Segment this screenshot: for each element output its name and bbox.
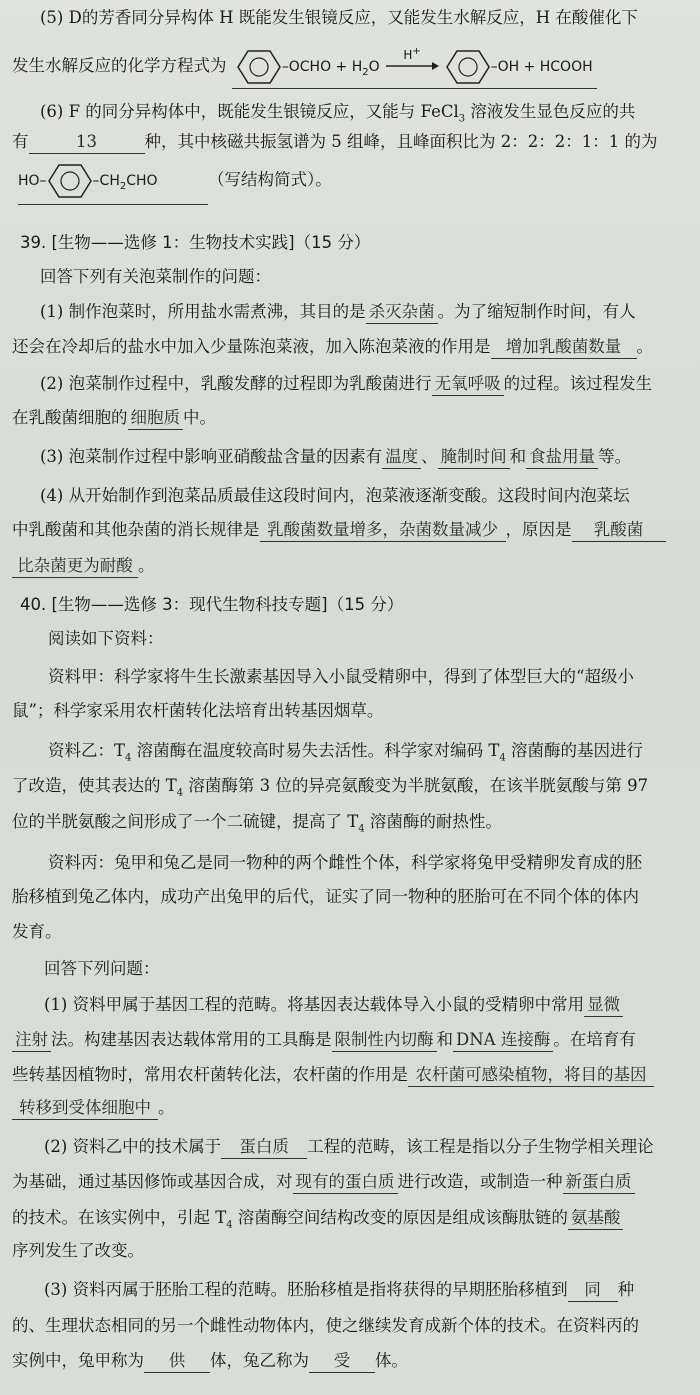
q39-p2-line2: 在乳酸菌细胞的 细胞质 中。 [0,407,700,430]
benzene-ring-icon [445,48,491,86]
q40-a1-line2: 注射 法。构建基因表达载体常用的工具酶是 限制性内切酶 和 DNA 连接酶 。在培育有 [0,1029,700,1052]
answer-isomer-count: 13 [29,131,145,154]
answer-reason-part2: 比杂菌更为耐酸 [12,555,138,578]
answer-method-part1: 显微 [584,994,623,1017]
material-jia-line2: 鼠”；科学家采用农杆菌转化法培育出转基因烟草。 [12,701,384,720]
answer-agrobacterium-role-part2: 转移到受体细胞中 [12,1097,158,1120]
answer-structure-formula: HO– $-CH_2CHO$ [18,162,208,205]
q40-a2-line2: 为基础，通过基因修饰或基因合成，对 现有的蛋白质 进行改造，或制造一种 新蛋白质 [0,1171,700,1194]
answer-factor-time: 腌制时间 [438,446,510,469]
q38-p5-line2: 发生水解反应的化学方程式为 –OCHO + $H_2O$ H+ –OH + HCOOH [0,48,700,89]
q39-p4-line1: (4) 从开始制作到泡菜品质最佳这段时间内，泡菜液逐渐变酸。这段时间内泡菜坛 [40,486,630,505]
answer-agrobacterium-role-part1: 农杆菌可感染植物，将目的基因 [408,1064,654,1087]
q40-answer-intro: 回答下列问题： [44,959,160,978]
answer-factor-temperature: 温度 [382,446,421,469]
q38-p5-line1: (5) D的芳香同分异构体 H 既能发生银镜反应，又能发生水解反应，H 在酸催化下 [40,8,638,27]
q40-a3-line2: 的、生理状态相同的另一个雌性动物体内，使之继续发育成新个体的技术。在资料丙的 [12,1316,639,1335]
q40-a2-line3: 的技术。在该实例中，引起 $T_4$ 溶菌酶空间结构改变的原因是组成该酶肽链的 氨基酸 [0,1207,700,1236]
answer-donor: 供 [144,1350,210,1373]
material-yi-line1: 资料乙：$T_4$ 溶菌酶在温度较高时易失去活性。科学家对编码 $T_4$ 溶菌酶的基因进行 [48,741,644,764]
q39-p3-line1: (3) 泡菜制作过程中影响亚硝酸盐含量的因素有 温度 、 腌制时间 和 食盐用量 等。 [0,446,700,469]
material-bing-line1: 资料丙：兔甲和兔乙是同一物种的两个雌性个体，科学家将兔甲受精卵发育成的胚 [48,853,642,872]
q39-title: 39. [生物——选修 1：生物技术实践]（15 分） [20,233,371,252]
benzene-ring-icon [47,162,93,200]
q38-p6-line1: (6) F 的同分异构体中，既能发生银镜反应，又能与 FeCl$_3$ 溶液发生显色反应的共 [40,102,636,125]
answer-method-part2: 注射 [12,1029,51,1052]
q39-p4-line3: 比杂菌更为耐酸 。 [0,555,700,578]
hydrolysis-equation: –OCHO + $H_2O$ H+ –OH + HCOOH [232,48,597,89]
q40-title: 40. [生物——选修 3：现代生物科技专题]（15 分） [20,595,404,614]
q39-p4-line2: 中乳酸菌和其他杂菌的消长规律是 乳酸菌数量增多，杂菌数量减少 ，原因是 乳酸菌 [0,519,700,542]
answer-new-protein: 新蛋白质 [563,1171,635,1194]
benzene-ring-icon [236,48,282,86]
q39-p2-line1: (2) 泡菜制作过程中，乳酸发酵的过程即为乳酸菌进行 无氧呼吸 的过程。该过程发生 [0,373,700,396]
material-yi-line2: 了改造，使其表达的 $T_4$ 溶菌酶第 3 位的异亮氨酸变为半胱氨酸，在该半胱氨酸与第 97 [12,776,649,799]
q40-a1-line1: (1) 资料甲属于基因工程的范畴。将基因表达载体导入小鼠的受精卵中常用 显微 [0,994,700,1017]
material-yi-line3: 位的半胱氨酸之间形成了一个二硫键，提高了 $T_4$ 溶菌酶的耐热性。 [12,812,502,835]
material-bing-line2: 胎移植到兔乙体内，成功产出兔甲的后代，证实了同一物种的胚胎可在不同个体的体内 [12,887,639,906]
q39-intro: 回答下列有关泡菜制作的问题： [40,267,271,286]
answer-reason-part1: 乳酸菌 [572,519,666,542]
answer-enzyme2: DNA 连接酶 [453,1029,553,1052]
answer-factor-salt: 食盐用量 [526,446,598,469]
answer-cell-location: 细胞质 [128,407,184,430]
q40-a2-line4: 序列发生了改变。 [12,1241,144,1260]
q39-p1-line2: 还会在冷却后的盐水中加入少量陈泡菜液，加入陈泡菜液的作用是 增加乳酸菌数量 。 [0,336,700,359]
material-jia-line1: 资料甲：科学家将牛生长激素基因导入小鼠受精卵中，得到了体型巨大的“超级小 [48,667,634,686]
q38-p6-structure: HO– $-CH_2CHO$ （写结构简式）。 [0,162,700,205]
answer-engineering-type: 蛋白质 [221,1136,307,1159]
q40-intro: 阅读如下资料： [48,629,164,648]
q40-a1-line4: 转移到受体细胞中 。 [0,1097,700,1120]
q40-a3-line3: 实例中，兔甲称为 供 体，兔乙称为 受 体。 [0,1350,700,1373]
q38-p6-line2: 有 13 种，其中核磁共振氢谱为 5 组峰，且峰面积比为 2：2：2：1：1 的为 [0,131,700,154]
answer-growth-pattern: 乳酸菌数量增多，杂菌数量减少 [260,519,506,542]
answer-respiration-type: 无氧呼吸 [432,373,504,396]
q40-a2-line1: (2) 资料乙中的技术属于 蛋白质 工程的范畴，该工程是指以分子生物学相关理论 [0,1136,700,1159]
q39-p1-line1: (1) 制作泡菜时，所用盐水需煮沸，其目的是 杀灭杂菌 。为了缩短制作时间，有人 [0,301,700,324]
answer-recipient: 受 [309,1350,375,1373]
answer-boil-purpose: 杀灭杂菌 [366,301,438,324]
q40-a3-line1: (3) 资料丙属于胚胎工程的范畴。胚胎移植是指将获得的早期胚胎移植到 同 种 [0,1279,700,1302]
material-bing-line3: 发育。 [12,922,62,941]
reaction-arrow: H+ [384,56,440,78]
answer-existing-protein: 现有的蛋白质 [293,1171,398,1194]
q40-a1-line3: 些转基因植物时，常用农杆菌转化法，农杆菌的作用是 农杆菌可感染植物，将目的基因 [0,1064,700,1087]
answer-same-species: 同 [568,1279,618,1302]
answer-old-brine-role: 增加乳酸菌数量 [491,336,637,359]
answer-enzyme1: 限制性内切酶 [332,1029,437,1052]
answer-amino-acid: 氨基酸 [568,1207,624,1230]
